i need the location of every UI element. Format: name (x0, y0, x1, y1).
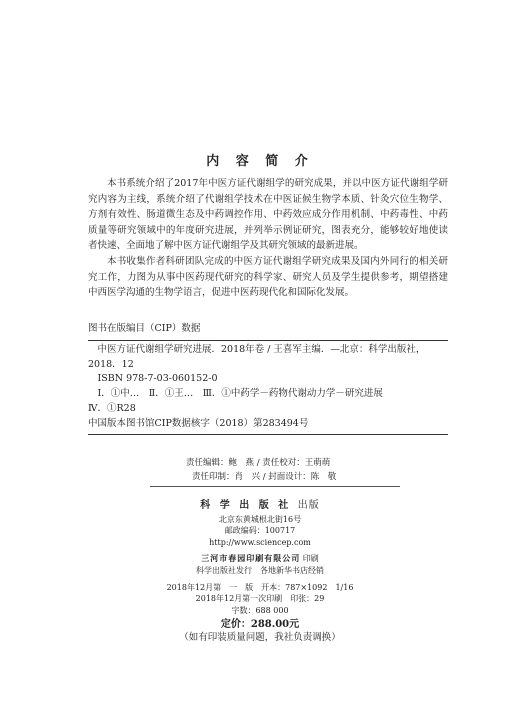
cip-classification: Ⅰ．①中… Ⅱ．①王… Ⅲ．①中药学－药物代谢动力学－研究进展 (97, 388, 383, 400)
impression-line: 2018年12月第一次印刷 印张：29 (195, 594, 325, 604)
publisher-info (0, 500, 520, 644)
distribution-line: 科学出版社发行 各地新华书店经销 (196, 565, 324, 575)
printer-name: 三河市春园印刷有限公司 (201, 553, 301, 564)
edition-line: 2018年12月第 一 版 开本：787×1092 1/16 (166, 582, 354, 592)
printer-suffix: 印刷 (302, 554, 319, 564)
production-credits: 责任印制：肖 兴 / 封面设计：陈 敬 (192, 472, 337, 482)
publisher-address: 北京东黄城根北街16号 (218, 514, 302, 524)
publisher-website: http://www.sciencep.com (209, 537, 311, 547)
price: 定价：288.00元 (220, 619, 300, 631)
cip-isbn: ISBN 978-7-03-060152-0 (97, 373, 218, 385)
publisher-postcode: 邮政编码：100717 (224, 526, 296, 536)
summary-paragraph-2: 本书收集作者科研团队完成的中医方证代谢组学研究成果及国内外同行的相关研究工作，力图为从事中医药现代研究的科学家、研究人员及学生提供参考，期望搭建中西医学沟通的生物学语言，促进中医药现代化和国际化发展。 (88, 255, 448, 299)
publisher-name: 科 学 出 版 社 (200, 500, 292, 511)
quality-notice: （如有印装质量问题，我社负责调换） (179, 631, 341, 643)
summary-paragraph-1: 本书系统介绍了2017年中医方证代谢组学的研究成果，并以中医方证代谢组学研究内容为主线，系统介绍了代谢组学技术在中医证候生物学本质、针灸穴位生物学、方剂有效性、肠道微生态及中药调控作用、中药效应成分作用机制、中药毒性、中药质量等研究领域中的年度研究进展，并列举示例证研究，图表充分，能够较好地使读者快速、全面地了解中医方证代谢组学及其研究领域的最新进展。 (88, 178, 448, 252)
content-summary (88, 176, 448, 301)
cip-call-number: Ⅳ．①R28 (88, 402, 136, 414)
publisher-suffix: 出版 (297, 500, 320, 511)
cip-title-line: 中医方证代谢组学研究进展．2018年卷 / 王喜军主编．—北京：科学出版社，2018．12 (88, 343, 426, 370)
editor-credits: 责任编辑：鲍 燕 / 责任校对：王萌萌 (186, 458, 331, 468)
cip-data-block (88, 322, 448, 435)
cip-heading: 图书在版编目（CIP）数据 (88, 323, 201, 334)
cip-record (88, 340, 448, 435)
printer-line (0, 553, 520, 565)
cip-record-number: 中国版本图书馆CIP数据核字（2018）第283494号 (88, 417, 309, 429)
divider (150, 486, 400, 487)
publisher-name-line (0, 500, 520, 512)
page-title: 内 容 简 介 (206, 154, 314, 169)
word-count: 字数：688 000 (231, 605, 289, 615)
